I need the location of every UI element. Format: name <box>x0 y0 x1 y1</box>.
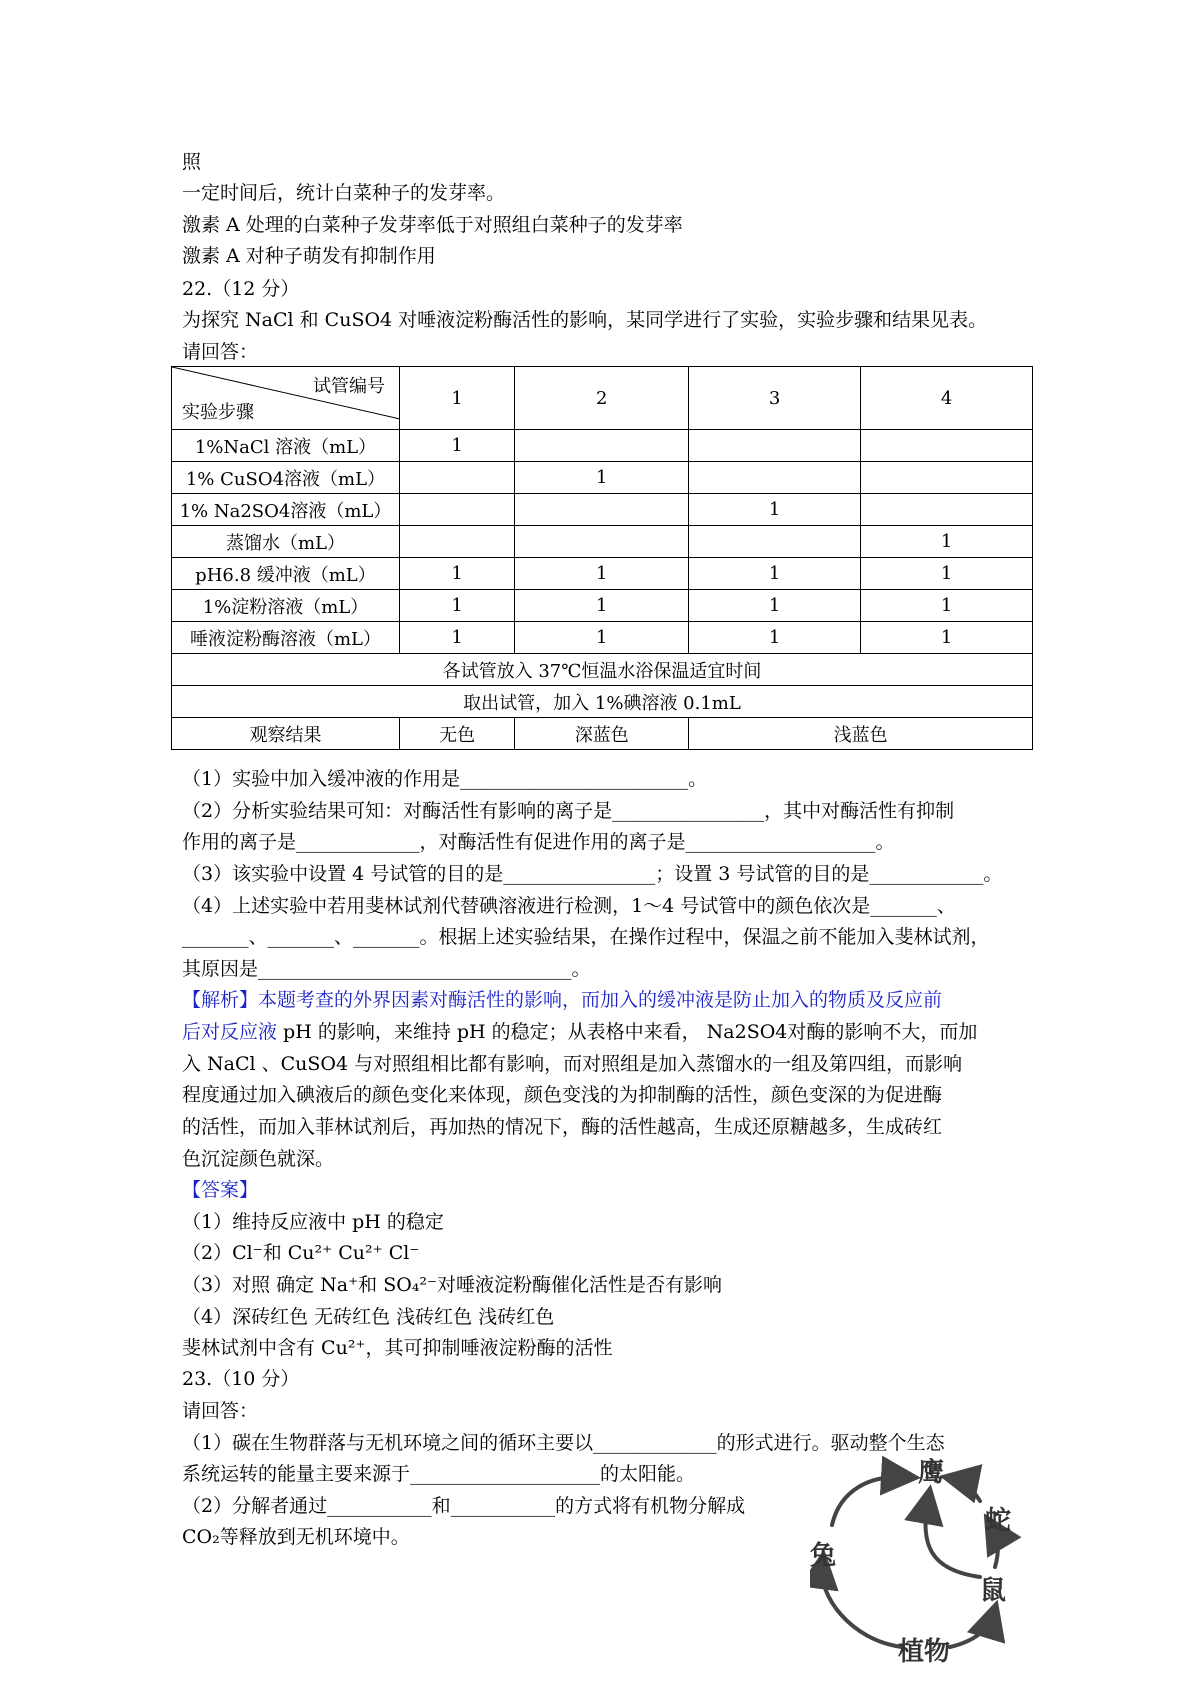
answer-2: （2）Cl⁻和 Cu²⁺ Cu²⁺ Cl⁻ <box>182 1242 420 1264</box>
result-tube-1: 无色 <box>399 718 514 750</box>
table-cell: 1 <box>689 494 861 526</box>
table-row <box>172 622 1033 654</box>
q22-question-4a: （4）上述实验中若用斐林试剂代替碘溶液进行检测，1～4 号试管中的颜色依次是_______、 <box>182 895 956 917</box>
table-cell <box>515 494 689 526</box>
analysis-line-6: 色沉淀颜色就深。 <box>182 1148 335 1170</box>
q23-question-1a: （1）碳在生物群落与无机环境之间的循环主要以_____________的形式进行。驱动整个生态 <box>182 1432 945 1454</box>
corner-top-label: 试管编号 <box>312 376 385 397</box>
table-cell <box>399 462 514 494</box>
table-cell <box>861 462 1033 494</box>
eagle-label: 鹰 <box>918 1458 945 1488</box>
tube-header-4: 4 <box>861 367 1033 430</box>
table-cell <box>689 430 861 462</box>
analysis-line-1 <box>182 987 942 1013</box>
q22-question-3: （3）该实验中设置 4 号试管的目的是________________；设置 3 号试管的目的是____________。 <box>182 863 1003 885</box>
result-tube-2: 深蓝色 <box>515 718 689 750</box>
table-cell: 1 <box>861 558 1033 590</box>
mouse-label: 鼠 <box>980 1576 1007 1606</box>
table-cell <box>399 526 514 558</box>
q22-question-4c: 其原因是_________________________________。 <box>182 958 591 980</box>
analysis-line-4: 程度通过加入碘液后的颜色变化来体现，颜色变浅的为抑制酶的活性，颜色变深的为促进酶 <box>182 1084 943 1106</box>
table-row <box>172 462 1033 494</box>
table-cell <box>515 430 689 462</box>
table-row <box>172 526 1033 558</box>
table-cell: 1 <box>861 622 1033 654</box>
result-tube-3-4: 浅蓝色 <box>689 718 1033 750</box>
q23-question-1b: 系统运转的能量主要来源于____________________的太阳能。 <box>182 1463 696 1485</box>
q22-header: 22.（12 分） <box>182 278 300 300</box>
prev-line-1: 照 <box>182 151 202 173</box>
q22-intro-1: 为探究 NaCl 和 CuSO4 对唾液淀粉酶活性的影响，某同学进行了实验，实验步骤和结果见表。 <box>182 309 988 331</box>
plant-label: 植物 <box>898 1637 951 1667</box>
row-label: 1%NaCl 溶液（mL） <box>172 430 400 462</box>
q22-intro-2: 请回答： <box>182 341 259 363</box>
table-row <box>172 686 1033 718</box>
table-corner-cell <box>172 367 400 430</box>
table-cell: 1 <box>399 622 514 654</box>
corner-bottom-label: 实验步骤 <box>182 402 254 423</box>
table-cell <box>399 494 514 526</box>
table-row <box>172 494 1033 526</box>
answer-tag: 【答案】 <box>182 1179 259 1201</box>
analysis-line-2 <box>182 1019 977 1045</box>
q22-question-2b: 作用的离子是_____________，对酶活性有促进作用的离子是____________________。 <box>182 831 895 853</box>
q22-question-4b: _______、_______、_______。根据上述实验结果，在操作过程中，保温之前不能加入斐林试剂， <box>182 926 990 948</box>
table-cell: 1 <box>861 590 1033 622</box>
table-cell: 1 <box>689 558 861 590</box>
table-cell <box>861 494 1033 526</box>
table-cell: 1 <box>689 590 861 622</box>
rabbit-label: 兔 <box>810 1541 837 1571</box>
q22-question-2a: （2）分析实验结果可知：对酶活性有影响的离子是________________，其中对酶活性有抑制 <box>182 800 955 822</box>
answer-5: 斐林试剂中含有 Cu²⁺，其可抑制唾液淀粉酶的活性 <box>182 1337 613 1359</box>
table-cell: 1 <box>399 590 514 622</box>
table-cell: 1 <box>861 526 1033 558</box>
analysis-line-5: 的活性，而加入菲林试剂后，再加热的情况下，酶的活性越高，生成还原糖越多，生成砖红 <box>182 1116 943 1138</box>
analysis-blue-text-2: 后对反应液 <box>182 1021 278 1043</box>
answer-1: （1）维持反应液中 pH 的稳定 <box>182 1211 444 1233</box>
row-label: 蒸馏水（mL） <box>172 526 400 558</box>
table-cell: 1 <box>515 462 689 494</box>
answer-3: （3）对照 确定 Na⁺和 SO₄²⁻对唾液淀粉酶催化活性是否有影响 <box>182 1274 723 1296</box>
analysis-line-3: 入 NaCl 、CuSO4 与对照组相比都有影响，而对照组是加入蒸馏水的一组及第四组，而影响 <box>182 1053 963 1075</box>
analysis-blue-text: 本题考查的外界因素对酶活性的影响，而加入的缓冲液是防止加入的物质及反应前 <box>258 989 943 1011</box>
table-cell: 1 <box>515 622 689 654</box>
q23-question-2b: CO₂等释放到无机环境中。 <box>182 1526 410 1548</box>
prev-line-2: 一定时间后，统计白菜种子的发芽率。 <box>182 182 506 204</box>
step-incubate: 各试管放入 37℃恒温水浴保温适宜时间 <box>172 654 1033 686</box>
analysis-text: pH 的影响，来维持 pH 的稳定；从表格中来看， Na2SO4对酶的影响不大，而加 <box>277 1021 978 1043</box>
table-cell <box>689 526 861 558</box>
prev-line-3: 激素 A 处理的白菜种子发芽率低于对照组白菜种子的发芽率 <box>182 214 683 236</box>
row-label: 1% CuSO4溶液（mL） <box>172 462 400 494</box>
table-cell: 1 <box>689 622 861 654</box>
table-row <box>172 590 1033 622</box>
table-cell <box>689 462 861 494</box>
table-cell <box>861 430 1033 462</box>
table-header-row <box>172 367 1033 430</box>
row-label: 1% Na2SO4溶液（mL） <box>172 494 400 526</box>
table-cell: 1 <box>515 590 689 622</box>
q23-header: 23.（10 分） <box>182 1368 300 1390</box>
table-cell <box>515 526 689 558</box>
q23-question-2a: （2）分解者通过___________和___________的方式将有机物分解成 <box>182 1495 746 1517</box>
table-cell: 1 <box>515 558 689 590</box>
table-row <box>172 430 1033 462</box>
tube-header-1: 1 <box>399 367 514 430</box>
analysis-tag: 【解析】 <box>182 989 259 1011</box>
table-row <box>172 558 1033 590</box>
answer-4: （4）深砖红色 无砖红色 浅砖红色 浅砖红色 <box>182 1306 555 1328</box>
q22-question-1: （1）实验中加入缓冲液的作用是________________________。 <box>182 768 708 790</box>
q23-intro: 请回答： <box>182 1400 259 1422</box>
table-row <box>172 654 1033 686</box>
row-label: pH6.8 缓冲液（mL） <box>172 558 400 590</box>
step-iodine: 取出试管，加入 1%碘溶液 0.1mL <box>172 686 1033 718</box>
prev-line-4: 激素 A 对种子萌发有抑制作用 <box>182 245 436 267</box>
tube-header-3: 3 <box>689 367 861 430</box>
result-label: 观察结果 <box>172 718 400 750</box>
experiment-table <box>171 366 1033 750</box>
food-web-diagram <box>810 1455 1040 1675</box>
table-cell: 1 <box>399 558 514 590</box>
row-label: 唾液淀粉酶溶液（mL） <box>172 622 400 654</box>
table-cell: 1 <box>399 430 514 462</box>
row-label: 1%淀粉溶液（mL） <box>172 590 400 622</box>
snake-label: 蛇 <box>985 1506 1012 1536</box>
table-row <box>172 718 1033 750</box>
tube-header-2: 2 <box>515 367 689 430</box>
